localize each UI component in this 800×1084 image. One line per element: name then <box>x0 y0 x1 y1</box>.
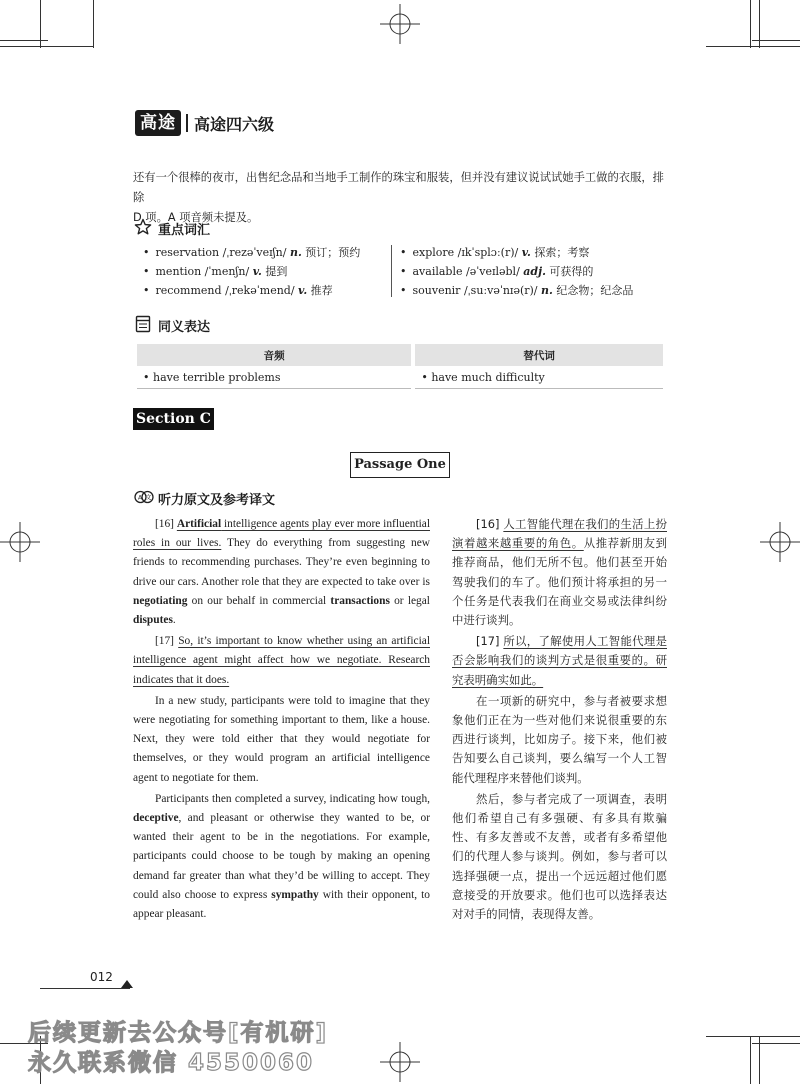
listening-title: 听力原文及参考译文 <box>158 493 276 508</box>
page-number: 012 <box>90 970 113 984</box>
section-label: Section C <box>133 408 214 430</box>
vocab-item: • recommend /ˌrekəˈmend/ v. 推荐 <box>143 284 333 297</box>
brand-name: 高途四六级 <box>194 115 275 134</box>
synonyms-header-alt: 替代词 <box>415 344 663 366</box>
svg-text:文: 文 <box>145 494 152 502</box>
document-icon <box>135 315 151 333</box>
cn-paragraph-17: [17] 所以，了解使用人工智能代理是否会影响我们的谈判方式是很重要的。研究表明确实如此。 <box>452 634 667 687</box>
vocab-list-left <box>143 243 383 300</box>
registration-mark-right <box>760 522 800 562</box>
vocab-item: • available /əˈveɪləbl/ adj. 可获得的 <box>400 265 594 278</box>
svg-text:A: A <box>138 494 143 502</box>
registration-mark-bottom <box>380 1042 420 1082</box>
crop-mark <box>0 40 48 41</box>
synonyms-cell-audio: • have terrible problems <box>137 366 411 389</box>
cn-paragraph-16: [16] 人工智能代理在我们的生活上扮演着越来越重要的角色。从推荐新朋友到推荐商品，他们无所不包。他们甚至开始驾驶我们的车了。他们预计将承担的另一个任务是代表我们在商业交易或法律纠纷中进行谈判。 <box>452 517 667 628</box>
watermark-line-1: 后续更新去公众号[有机研] <box>28 1020 329 1046</box>
table-row <box>137 366 663 389</box>
cn-paragraph-4: 然后，参与者完成了一项调查，表明他们希望自己有多强硬、有多具有欺骗性、有多友善或不友善，或者有多希望他们的代理人参与谈判。例如，参与者可以选择强硬一点，提出一个远远超过他们愿意接受的开放要求。他们也可以选择表达对对手的同情，表现得友善。 <box>452 791 667 922</box>
synonyms-title: 同义表达 <box>158 320 211 335</box>
registration-mark-left <box>0 522 40 562</box>
crop-mark <box>750 1036 751 1084</box>
watermark-line-2: 永久联系微信 4550060 <box>28 1050 315 1076</box>
synonyms-header-audio: 音频 <box>137 344 411 366</box>
vocab-item: • souvenir /ˌsuːvəˈnɪə(r)/ n. 纪念物；纪念品 <box>400 284 634 297</box>
brand-divider <box>186 114 188 132</box>
brand-logo: 高途 <box>135 110 181 136</box>
crop-mark <box>706 46 800 47</box>
crop-mark <box>93 0 94 48</box>
crop-mark <box>750 0 751 48</box>
vocab-divider <box>391 245 392 297</box>
passage-title: Passage One <box>350 452 450 478</box>
registration-mark-top <box>380 4 420 44</box>
intro-line-1: 还有一个很棒的夜市，出售纪念品和当地手工制作的珠宝和服装，但并没有建议说试试她手工做的衣服，排除 <box>133 171 664 204</box>
en-paragraph-4: Participants then completed a survey, indicating how tough, deceptive, and pleasant or otherwise they wanted to be, or wanted their agent to be in the negotiations. For example, participants could choose to be tough by making an opening demand far greater than what they’d be willing to accept. They could also choose to express sympathy with their opponent, to appear pleasant. <box>133 792 430 921</box>
vocab-item: • explore /ɪkˈsplɔː(r)/ v. 探索；考察 <box>400 246 590 259</box>
crop-mark <box>0 46 93 47</box>
vocab-item: • reservation /ˌrezəˈveɪʃn/ n. 预订；预约 <box>143 246 361 259</box>
vocab-item: • mention /ˈmenʃn/ v. 提到 <box>143 265 288 278</box>
star-icon <box>134 218 152 236</box>
en-paragraph-16: [16] Artificial intelligence agents play ever more influential roles in our lives. They do everything from suggesting new friends to recommending purchases. They’re even beginning to drive our cars. Another role that they are expected to take over is negotiating on our behalf in commercial transactions or legal disputes. <box>133 518 430 627</box>
english-transcript <box>133 515 430 924</box>
en-paragraph-3: In a new study, participants were told to imagine that they were negotiating for something important to them, like a house. Next, they were told either that they would negotiate for themselves, or they would program an artificial intelligence agent to negotiate for them. <box>133 694 430 784</box>
en-paragraph-17: [17] So, it’s important to know whether using an artificial intelligence agent might affect how we negotiate. Research indicates that it does. <box>133 635 430 686</box>
crop-mark <box>752 1043 800 1044</box>
vocab-list-right <box>400 243 670 300</box>
vocab-title: 重点词汇 <box>158 223 211 238</box>
synonyms-cell-alt: • have much difficulty <box>415 366 663 389</box>
translate-icon <box>134 488 154 506</box>
crop-mark <box>752 40 800 41</box>
crop-mark <box>706 1036 800 1037</box>
cn-paragraph-3: 在一项新的研究中，参与者被要求想象他们正在为一些对他们来说很重要的东西进行谈判，比如房子。接下来，他们被告知要么自己谈判，要么编写一个人工智能代理程序来替他们谈判。 <box>452 693 667 785</box>
intro-paragraph <box>133 168 667 228</box>
page-number-rule <box>40 988 130 989</box>
intro-line-2: D 项。A 项音频未提及。 <box>133 211 259 224</box>
chinese-translation <box>452 515 667 924</box>
triangle-icon <box>121 980 133 988</box>
synonyms-table <box>133 344 667 389</box>
